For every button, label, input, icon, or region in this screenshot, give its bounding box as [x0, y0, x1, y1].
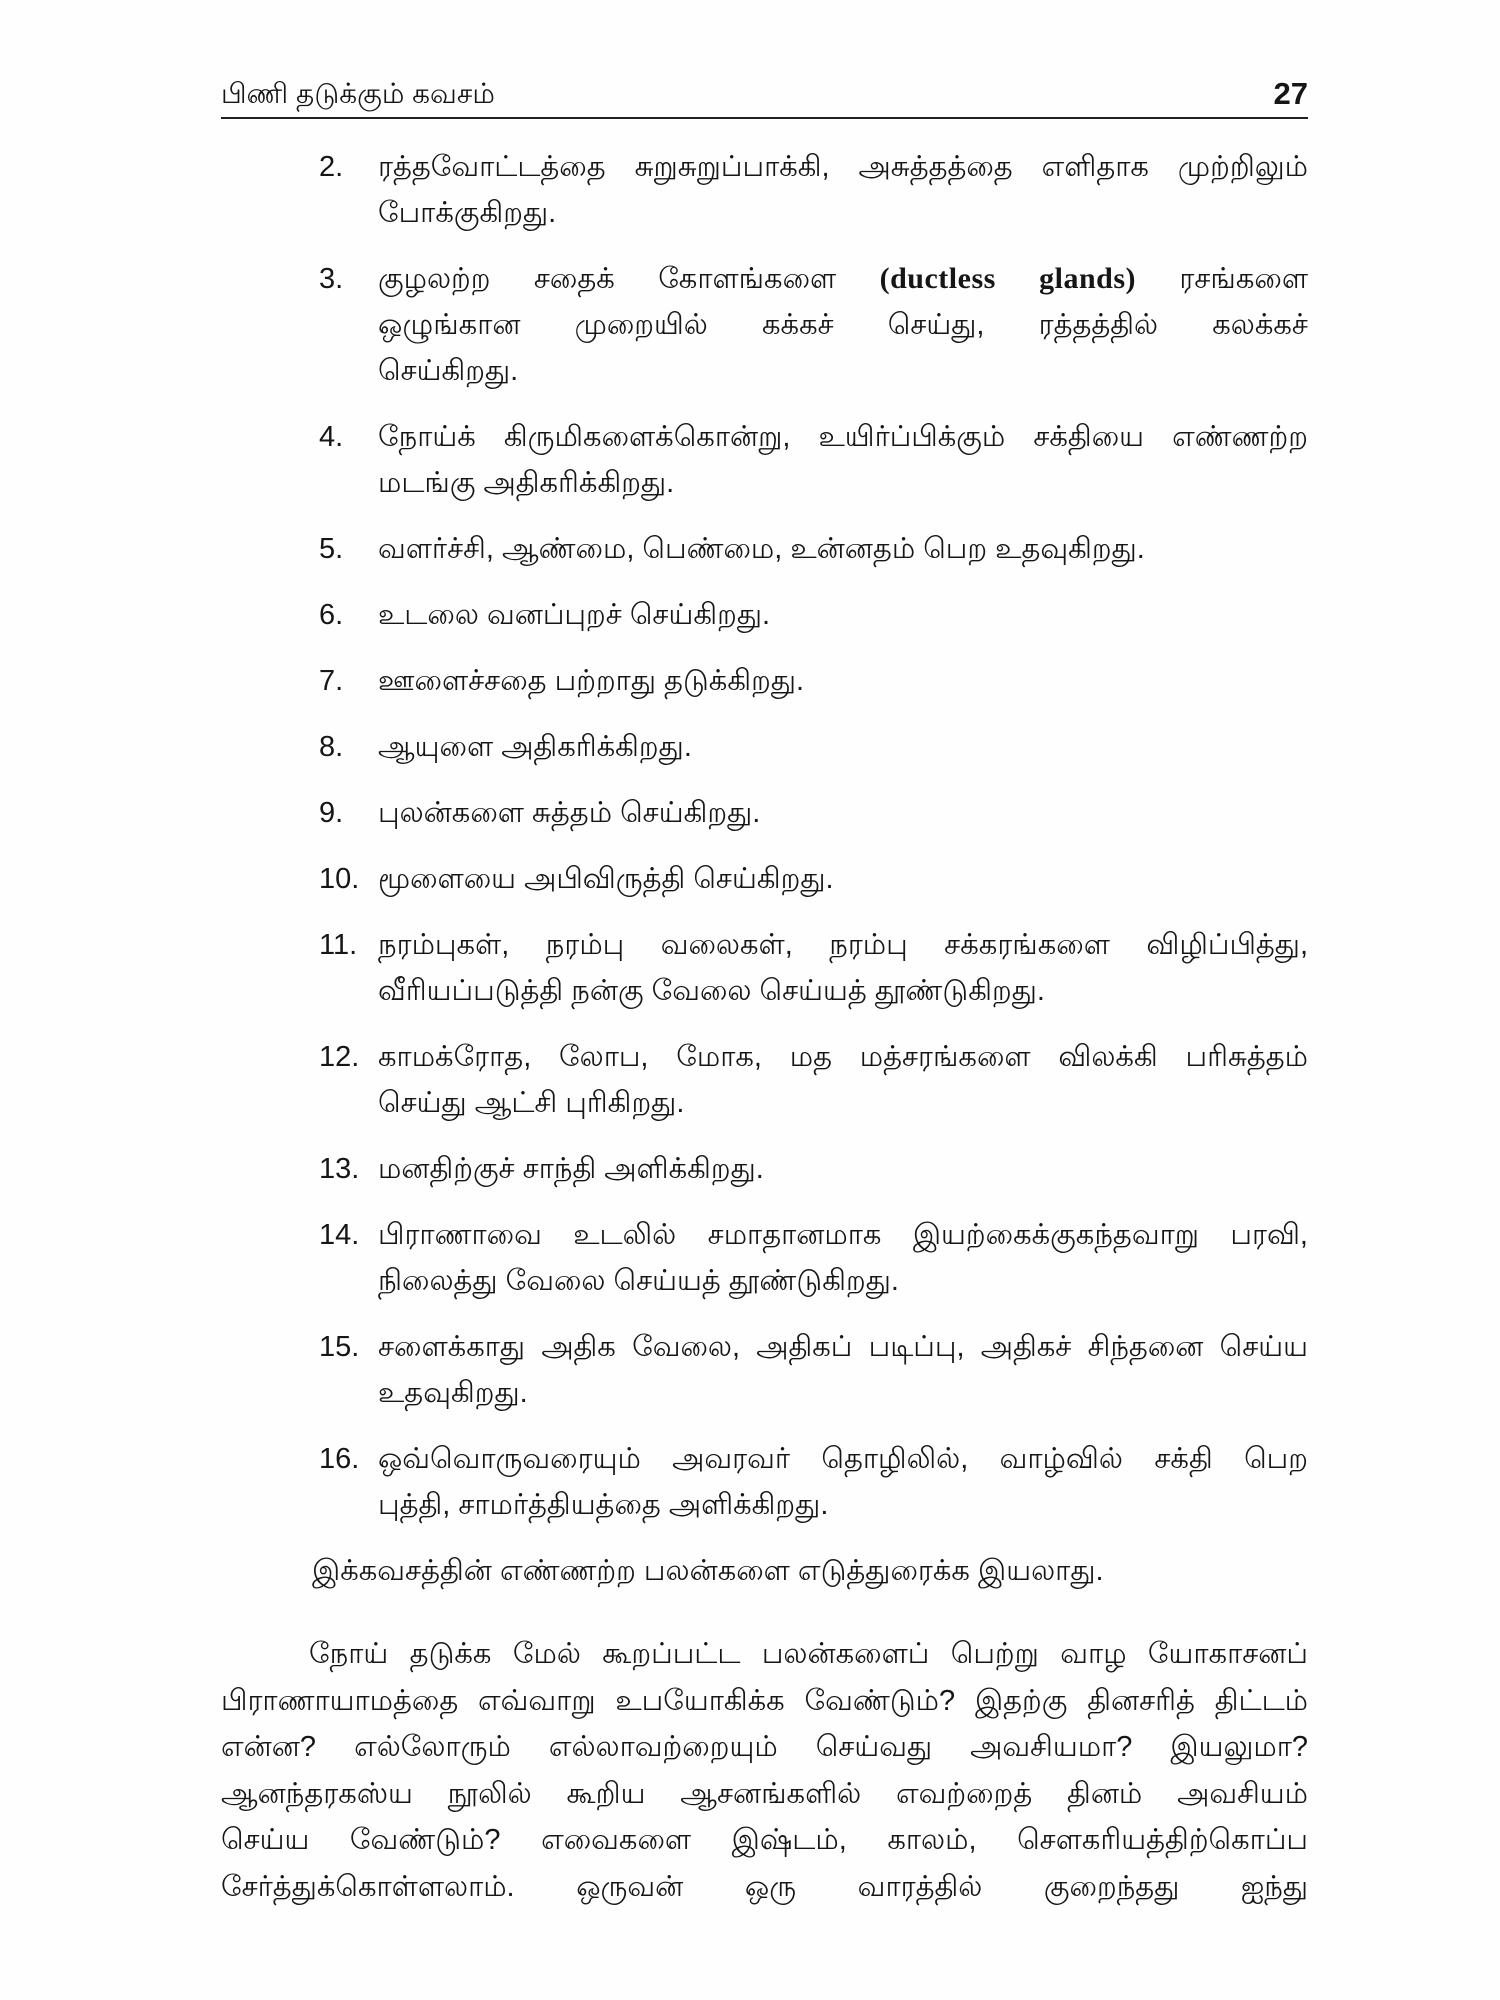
body-paragraph	[221, 1631, 1308, 1910]
list-item	[319, 922, 1308, 1014]
list-item	[319, 1034, 1308, 1126]
page-body	[221, 144, 1308, 1910]
paragraph-line: செய்ய வேண்டும்? எவைகளை இஷ்டம், காலம், சௌகரியத்திற்கொப்ப	[221, 1824, 1308, 1856]
list-item	[319, 414, 1308, 506]
list-item	[319, 658, 1308, 704]
benefits-list	[319, 144, 1308, 1528]
line-text: ரசங்களை	[1179, 263, 1308, 295]
list-item-line: நோய்க் கிருமிகளைக்கொன்று, உயிர்ப்பிக்கும் சக்தியை எண்ணற்ற	[378, 421, 1308, 453]
list-item-line: நிலைத்து வேலை செய்யத் தூண்டுகிறது.	[378, 1265, 899, 1297]
summary-sentence: இக்கவசத்தின் எண்ணற்ற பலன்களை எடுத்துரைக்க இயலாது.	[312, 1555, 1104, 1587]
list-item	[319, 1324, 1308, 1416]
list-item-line: மடங்கு அதிகரிக்கிறது.	[378, 467, 675, 499]
list-item-line: செய்து ஆட்சி புரிகிறது.	[378, 1087, 685, 1119]
list-item-line: மூளையை அபிவிருத்தி செய்கிறது.	[378, 863, 834, 895]
paragraph-line: சேர்த்துக்கொள்ளலாம். ஒருவன் ஒரு வாரத்தில் குறைந்தது ஐந்து	[221, 1870, 1308, 1903]
list-item-line: ஊளைச்சதை பற்றாது தடுக்கிறது.	[378, 665, 805, 697]
list-item-line: மனதிற்குச் சாந்தி அளிக்கிறது.	[378, 1153, 764, 1185]
paragraph-line: என்ன? எல்லோரும் எல்லாவற்றையும் செய்வது அவசியமா? இயலுமா?	[221, 1731, 1308, 1763]
list-item-number: 2.	[319, 151, 344, 183]
list-item-line: காமக்ரோத, லோப, மோக, மத மத்சரங்களை விலக்கி பரிசுத்தம்	[378, 1041, 1308, 1073]
list-item-number: 8.	[319, 731, 344, 763]
list-item-number: 11.	[319, 929, 358, 961]
header-rule	[221, 117, 1308, 119]
list-item-line: செய்கிறது.	[378, 355, 519, 387]
list-item-number: 6.	[319, 599, 344, 631]
list-item-line: உடலை வனப்புறச் செய்கிறது.	[378, 599, 771, 631]
paragraph-line: ஆனந்தரகஸ்ய நூலில் கூறிய ஆசனங்களில் எவற்றைத் தினம் அவசியம்	[221, 1777, 1308, 1810]
list-item	[319, 724, 1308, 770]
list-item-line: நரம்புகள், நரம்பு வலைகள், நரம்பு சக்கரங்களை விழிப்பித்து,	[378, 929, 1308, 961]
list-item-line: வீரியப்படுத்தி நன்கு வேலை செய்யத் தூண்டுகிறது.	[378, 975, 1045, 1007]
paragraph-line: நோய் தடுக்க மேல் கூறப்பட்ட பலன்களைப் பெற்று வாழ யோகாசனப்	[309, 1638, 1308, 1670]
list-item-line: ஒவ்வொருவரையும் அவரவர் தொழிலில், வாழ்வில் சக்தி பெற	[378, 1443, 1308, 1475]
list-item-number: 4.	[319, 421, 344, 453]
list-item-number: 10.	[319, 863, 360, 895]
list-item	[319, 1146, 1308, 1192]
list-item-line: புலன்களை சுத்தம் செய்கிறது.	[378, 797, 761, 829]
line-text: குழலற்ற சதைக் கோளங்களை	[378, 263, 837, 295]
list-item-line: போக்குகிறது.	[378, 197, 557, 229]
list-item	[319, 592, 1308, 638]
list-item-number: 7.	[319, 665, 344, 697]
list-item-number: 16.	[319, 1443, 360, 1475]
list-item-line: சளைக்காது அதிக வேலை, அதிகப் படிப்பு, அதிகச் சிந்தனை செய்ய	[378, 1331, 1308, 1363]
english-term: (ductless glands)	[879, 262, 1136, 295]
page-number: 27	[1273, 76, 1308, 111]
running-title: பிணி தடுக்கும் கவசம்	[221, 78, 495, 109]
list-item-line: ரத்தவோட்டத்தை சுறுசுறுப்பாக்கி, அசுத்தத்தை எளிதாக முற்றிலும்	[378, 151, 1308, 183]
list-item-number: 12.	[319, 1041, 360, 1073]
list-item-number: 9.	[319, 797, 344, 829]
list-item-line: ஆயுளை அதிகரிக்கிறது.	[378, 731, 692, 763]
list-item	[319, 1212, 1308, 1304]
list-item-number: 14.	[319, 1219, 360, 1251]
list-item-line	[378, 256, 1308, 302]
list-item-line: பிராணாவை உடலில் சமாதானமாக இயற்கைக்குகந்தவாறு பரவி,	[378, 1219, 1308, 1251]
list-item-line: வளர்ச்சி, ஆண்மை, பெண்மை, உன்னதம் பெற உதவுகிறது.	[378, 533, 1145, 565]
list-item-number: 13.	[319, 1153, 360, 1185]
list-item-line: ஒழுங்கான முறையில் கக்கச் செய்து, ரத்தத்தில் கலக்கச்	[378, 309, 1308, 341]
list-item-number: 5.	[319, 533, 344, 565]
list-item	[319, 256, 1308, 394]
running-header	[221, 72, 1308, 116]
list-item-line: புத்தி, சாமர்த்தியத்தை அளிக்கிறது.	[378, 1489, 829, 1521]
list-item-line: உதவுகிறது.	[378, 1377, 528, 1409]
list-item	[319, 526, 1308, 572]
list-item	[319, 144, 1308, 236]
list-item	[319, 790, 1308, 836]
list-item-number: 3.	[319, 263, 344, 295]
paragraph-line: பிராணாயாமத்தை எவ்வாறு உபயோகிக்க வேண்டும்? இதற்கு தினசரித் திட்டம்	[221, 1684, 1308, 1717]
list-item-number: 15.	[319, 1331, 360, 1363]
list-item	[319, 856, 1308, 902]
list-item	[319, 1436, 1308, 1528]
